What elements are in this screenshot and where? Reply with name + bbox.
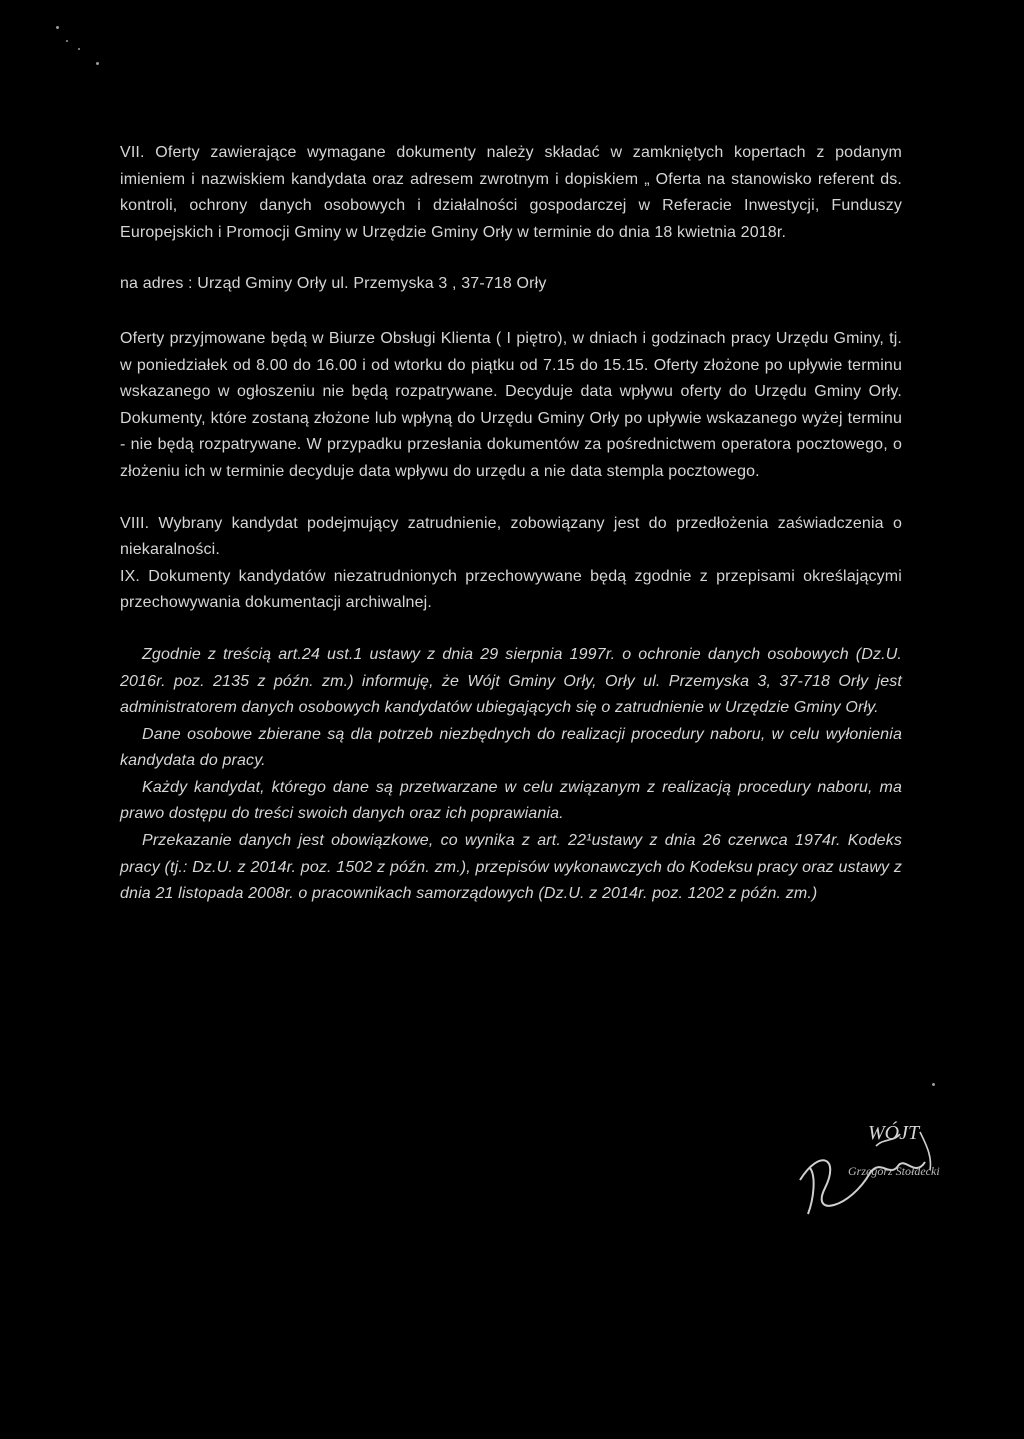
data-protection-clause-4: Przekazanie danych jest obowiązkowe, co wynika z art. 22¹ustawy z dnia 26 czerwca 1974r. Kodeks pracy (tj.: Dz.U. z 2014r. poz. 1502 z późn. zm.), przepisów wykonawczych do Kodeksu pracy oraz ustawy z dnia 21 listopada 2008r. o pracownikach samorządowych (Dz.U. z 2014r. poz. 1202 z późn. zm.) (120, 832, 902, 903)
signature-name: Grzegorz Stołdecki (848, 1164, 940, 1178)
submission-address: na adres : Urząd Gminy Orły ul. Przemyska 3 , 37-718 Orły (120, 275, 547, 293)
section-vii-paragraph: VII. Oferty zawierające wymagane dokumenty należy składać w zamkniętych kopertach z podanym imieniem i nazwiskiem kandydata oraz adresem zwrotnym i dopiskiem „ Oferta na stanowisko referent ds. kontroli, ochrony danych osobowych i działalności gospodarczej w Referacie Inwestycji, Funduszy Europejskich i Promocji Gminy w Urzędzie Gminy Orły w terminie do dnia 18 kwietnia 2018r. (120, 144, 902, 241)
scan-speck (66, 40, 68, 42)
scan-speck (78, 48, 80, 50)
scan-speck (932, 1083, 935, 1086)
scan-speck (96, 62, 99, 65)
data-protection-clause-3: Każdy kandydat, którego dane są przetwarzane w celu związanym z realizacją procedury naboru, ma prawo dostępu do treści swoich danych oraz ich poprawiania. (120, 778, 902, 823)
section-viii-paragraph: VIII. Wybrany kandydat podejmujący zatrudnienie, zobowiązany jest do przedłożenia zaświadczenia o niekaralności. (120, 514, 902, 559)
scan-speck (56, 26, 59, 29)
document-body (120, 140, 902, 908)
submission-details: Oferty przyjmowane będą w Biurze Obsługi Klienta ( I piętro), w dniach i godzinach pracy Urzędu Gminy, tj. w poniedziałek od 8.00 do 16.00 i od wtorku do piątku od 7.15 do 15.15. Oferty złożone po upływie terminu wskazanego w ogłoszeniu nie będą rozpatrywane. Decyduje data wpływu oferty do Urzędu Gminy Orły. Dokumenty, które zostaną złożone lub wpłyną do Urzędu Gminy Orły po upływie wskazanego wyżej terminu - nie będą rozpatrywane. W przypadku przesłania dokumentów za pośrednictwem operatora pocztowego, o złożeniu ich w terminie decyduje data wpływu do urzędu a nie data stempla pocztowego. (120, 329, 902, 480)
signature-title: WÓJT (868, 1122, 920, 1144)
data-protection-clause-2: Dane osobowe zbierane są dla potrzeb niezbędnych do realizacji procedury naboru, w celu wyłonienia kandydata do pracy. (120, 725, 902, 770)
section-ix-paragraph: IX. Dokumenty kandydatów niezatrudnionych przechowywane będą zgodnie z przepisami określającymi przechowywania dokumentacji archiwalnej. (120, 567, 902, 612)
data-protection-clause-1: Zgodnie z treścią art.24 ust.1 ustawy z dnia 29 sierpnia 1997r. o ochronie danych osobowych (Dz.U. 2016r. poz. 2135 z późn. zm.) informuję, że Wójt Gminy Orły, Orły ul. Przemyska 3, 37-718 Orły jest administratorem danych osobowych kandydatów ubiegających się o zatrudnienie w Urzędzie Gminy Orły. (120, 645, 902, 717)
signature-block (780, 1118, 1000, 1228)
